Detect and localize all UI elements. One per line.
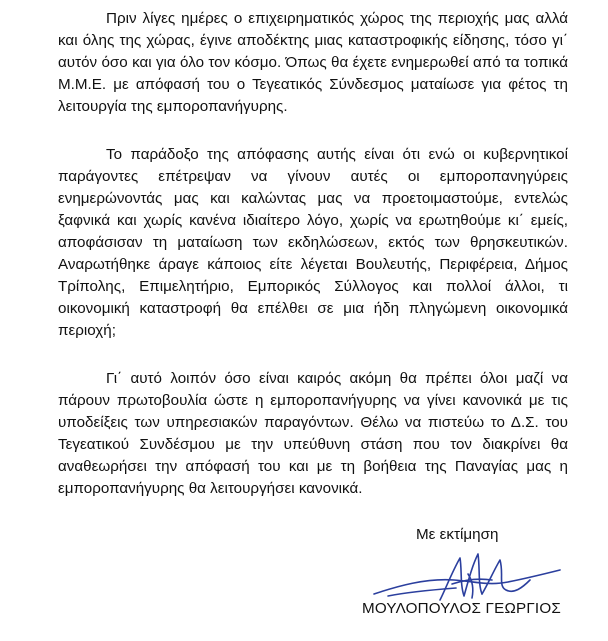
closing-salutation: Με εκτίμηση	[416, 526, 499, 543]
paragraph-2: Το παράδοξο της απόφασης αυτής είναι ότι ενώ οι κυβερνητικοί παράγοντες επέτρεψαν να γίνουν αυτές οι εμποροπανηγύρεις ενημερώνοντάς μας και καλώντας μας να προετοιμαστούμε, εντελώς ξαφνικά και χωρίς κανένα ιδιαίτερο λόγο, χωρίς να ερωτηθούμε κι΄ εμείς, αποφάσισαν τη ματαίωση των εκδηλώσεων, εκτός των θρησκευτικών. Αναρωτήθηκε άραγε κάποιος είτε λέγεται Βουλευτής, Περιφέρεια, Δήμος Τρίπολης, Επιμελητήριο, Εμπορικός Σύλλογος και πολλοί άλλοι, τι οικονομική καταστροφή θα επέλθει σε μια ήδη πληγώμενη οικονομικά περιοχή;	[58, 146, 568, 339]
paragraph-1: Πριν λίγες ημέρες ο επιχειρηματικός χώρος της περιοχής μας αλλά και όλης της χώρας, έγινε αποδέκτης μιας καταστροφικής είδησης, τόσο γι΄ αυτόν όσο και για όλο τον κόσμο. Όπως θα έχετε ενημερωθεί από τα τοπικά Μ.Μ.Ε. με απόφασή του ο Τεγεατικός Σύνδεσμος ματαίωσε για φέτος τη λειτουργία της εμποροπανήγυρης.	[58, 10, 568, 115]
paragraph-3: Γι΄ αυτό λοιπόν όσο είναι καιρός ακόμη θα πρέπει όλοι μαζί να πάρουν πρωτοβουλία ώστε η εμποροπανήγυρης να γίνει κανονικά με τις υποδείξεις των υπηρεσιακών παραγόντων. Θέλω να πιστεύω το Δ.Σ. του Τεγεατικού Συνδέσμου με την υπεύθυνη στάση που τον διακρίνει θα αναθεωρήσει την απόφασή του και με τη βοήθεια της Παναγίας μας η εμποροπανήγυρης θα λειτουργήσει κανονικά.	[58, 370, 568, 497]
letter-body	[58, 8, 568, 526]
signer-name: ΜΟΥΛΟΠΟΥΛΟΣ ΓΕΩΡΓΙΟΣ	[362, 600, 561, 617]
